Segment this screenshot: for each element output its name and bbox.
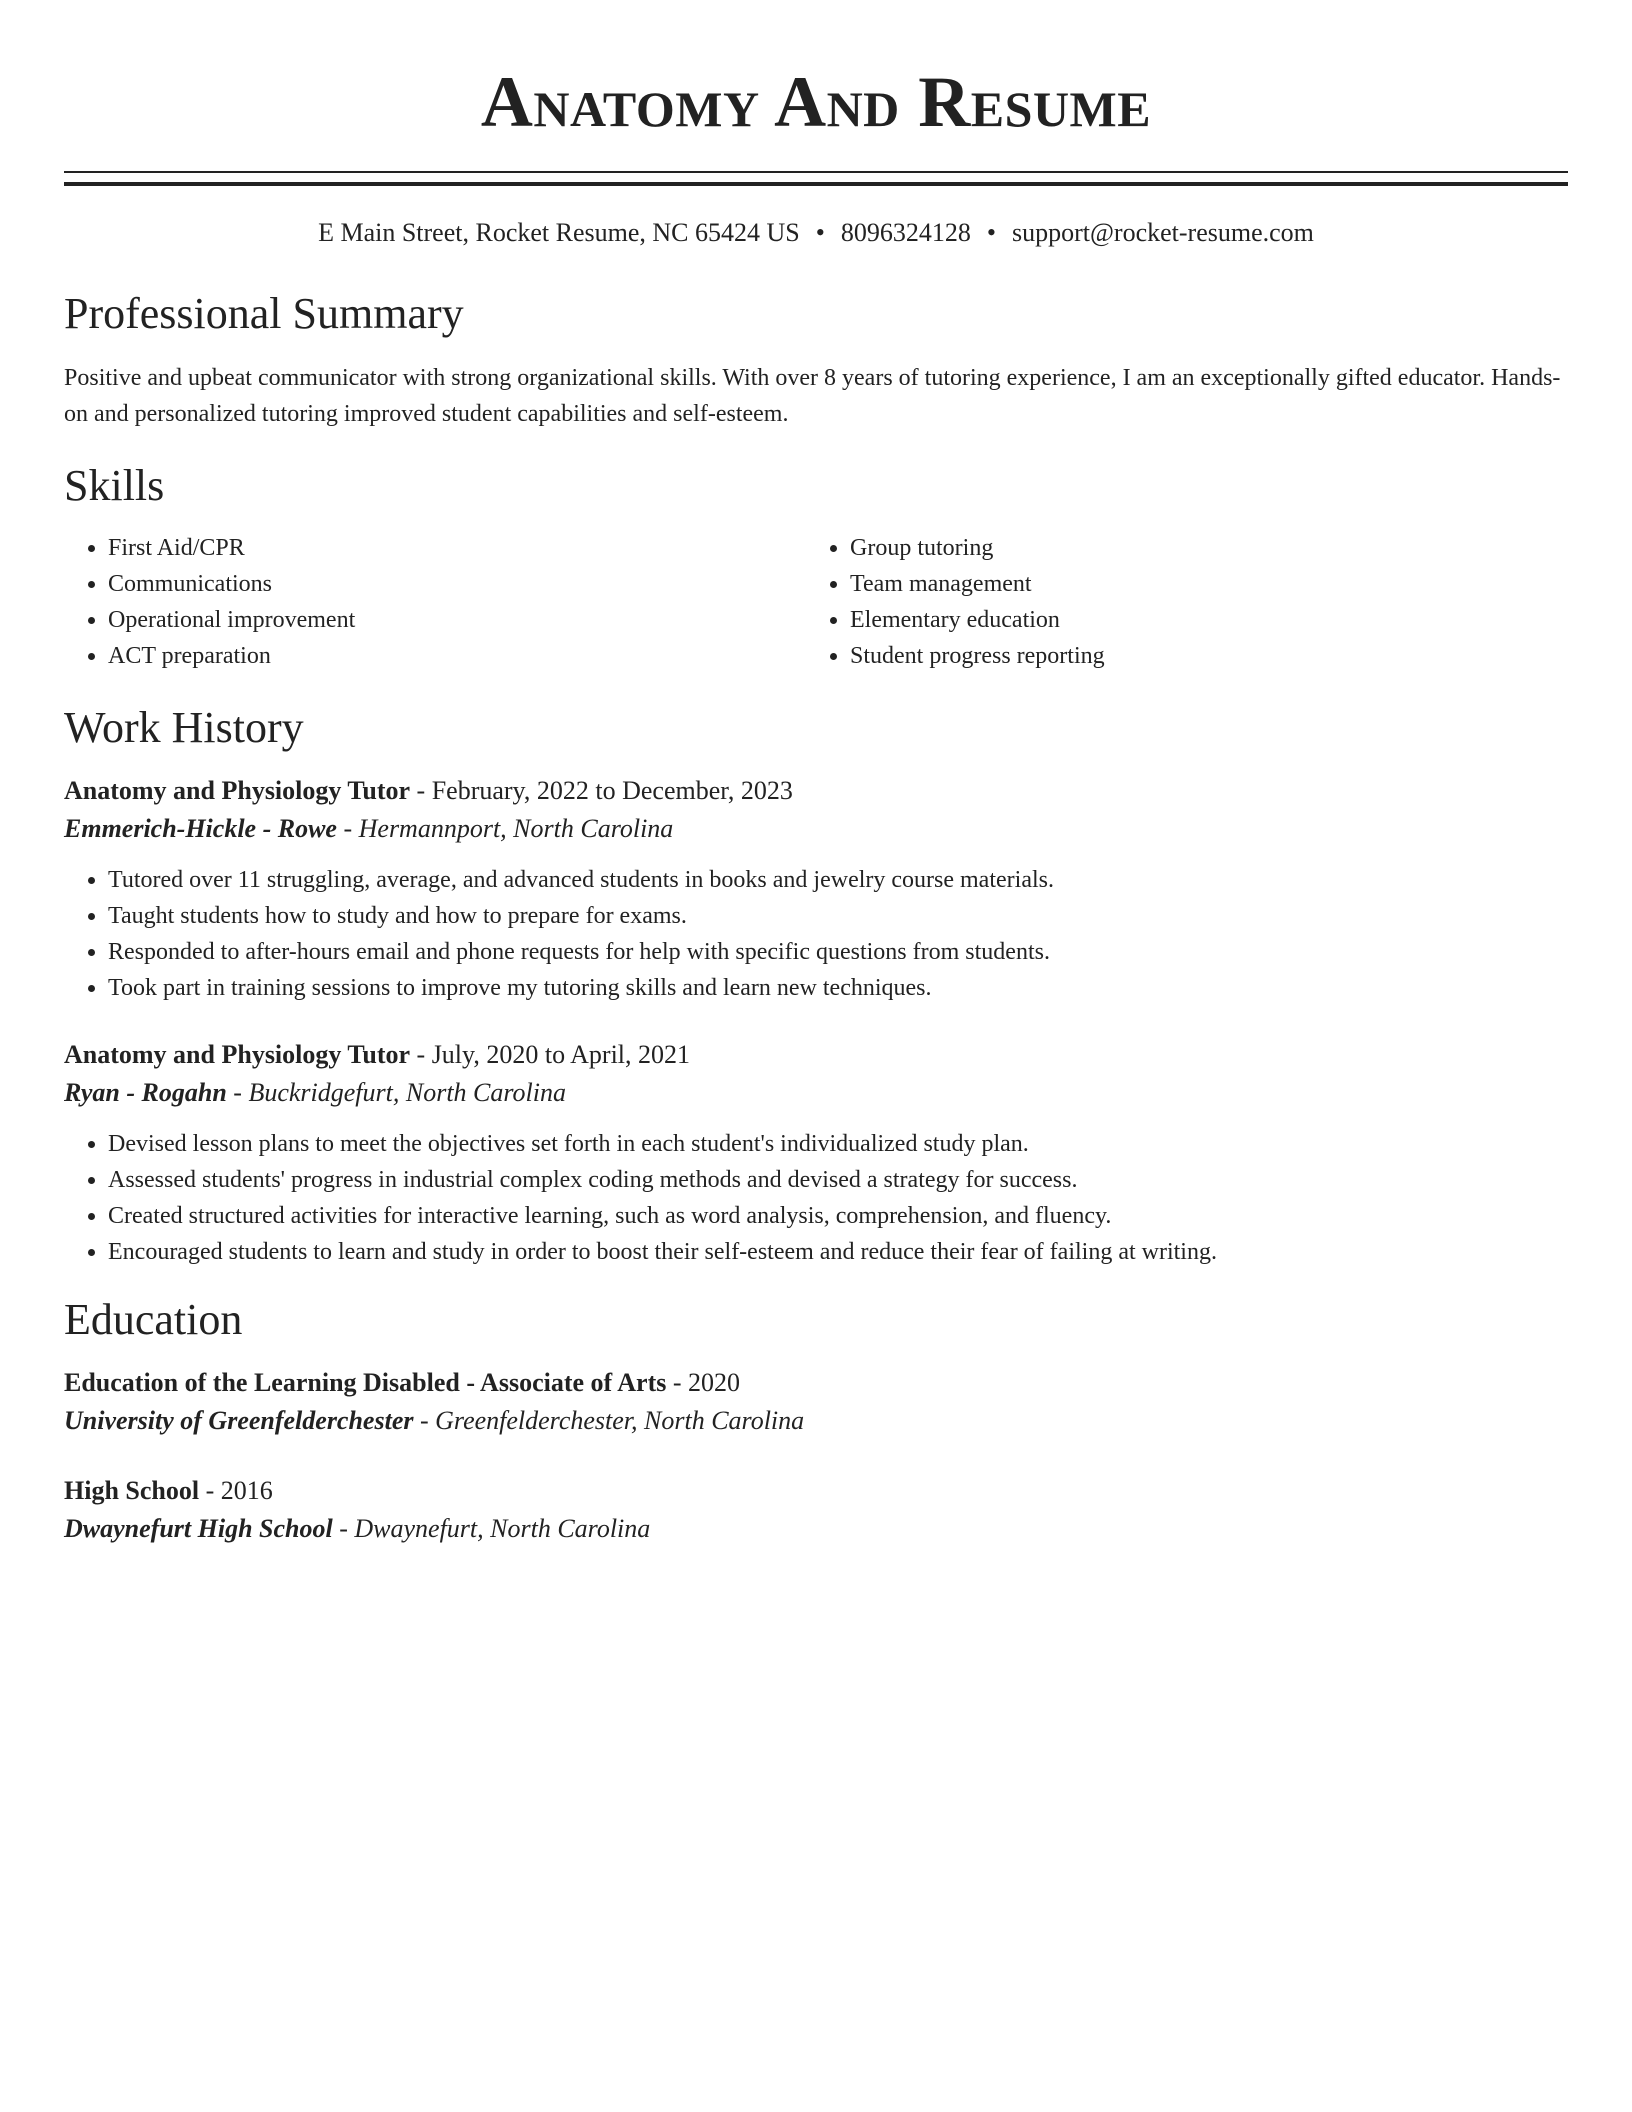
job-duties — [64, 862, 1568, 1006]
section-title-summary: Professional Summary — [64, 289, 464, 338]
job-duty-item: • Took part in training sessions to improve my tutoring skills and learn new techniques. — [108, 970, 1568, 1006]
education-header — [64, 1472, 1568, 1510]
skill-item: • Communications — [108, 566, 806, 602]
job-header — [64, 1036, 1568, 1074]
education-year: - 2020 — [666, 1368, 741, 1397]
job-duties — [64, 1126, 1568, 1270]
job-company: Emmerich-Hickle - Rowe — [64, 814, 337, 843]
job-employer — [64, 1074, 1568, 1112]
section-title-education: Education — [64, 1295, 243, 1344]
education-location: - Greenfelderchester, North Carolina — [413, 1406, 805, 1435]
education-header — [64, 1364, 1568, 1402]
education-entry — [64, 1364, 1568, 1440]
job-company: Ryan - Rogahn — [64, 1078, 227, 1107]
summary-text: Positive and upbeat communicator with strong organizational skills. With over 8 years of tutoring experience, I am an exceptionally gifted educator. Hands-on and personalized tutoring improved student capabilities and self-esteem. — [64, 365, 1561, 427]
job-role: Anatomy and Physiology Tutor — [64, 1040, 411, 1069]
job-duty-item: • Tutored over 11 struggling, average, and advanced students in books and jewelry course materials. — [108, 862, 1568, 898]
education-school-line — [64, 1402, 1568, 1440]
skill-item: • Elementary education — [850, 602, 1548, 638]
job-location: - Buckridgefurt, North Carolina — [226, 1078, 566, 1107]
job-duty-item: • Taught students how to study and how to prepare for exams. — [108, 898, 1568, 934]
job-role: Anatomy and Physiology Tutor — [64, 776, 411, 805]
job-employer — [64, 810, 1568, 848]
contact-separator: • — [815, 218, 825, 247]
contact-phone: 8096324128 — [840, 218, 971, 247]
resume-name: Anatomy And Resume — [480, 62, 1152, 142]
job-duty-item: • Assessed students' progress in industrial complex coding methods and devised a strategy for success. — [108, 1162, 1568, 1198]
contact-line — [64, 220, 1568, 246]
skill-item: • First Aid/CPR — [108, 530, 806, 566]
education-school: University of Greenfelderchester — [64, 1406, 414, 1435]
job-duty-item: • Devised lesson plans to meet the objectives set forth in each student's individualized study plan. — [108, 1126, 1568, 1162]
skills-list-left — [64, 530, 806, 674]
education-entry — [64, 1472, 1568, 1548]
header-divider — [64, 171, 1568, 186]
skill-item: • ACT preparation — [108, 638, 806, 674]
work-entry — [64, 772, 1568, 1006]
job-header — [64, 772, 1568, 810]
contact-email: support@rocket-resume.com — [1011, 218, 1314, 247]
skills-columns — [64, 530, 1568, 674]
job-location: - Hermannport, North Carolina — [336, 814, 674, 843]
job-duty-item: • Created structured activities for interactive learning, such as word analysis, comprehension, and fluency. — [108, 1198, 1568, 1234]
education-degree: Education of the Learning Disabled - Associate of Arts — [64, 1368, 667, 1397]
work-entry — [64, 1036, 1568, 1270]
education-year: - 2016 — [199, 1476, 273, 1505]
section-title-work-history: Work History — [64, 703, 304, 752]
section-title-skills: Skills — [64, 461, 165, 510]
skill-item: • Operational improvement — [108, 602, 806, 638]
education-location: - Dwaynefurt, North Carolina — [332, 1514, 651, 1543]
job-dates: - July, 2020 to April, 2021 — [410, 1040, 691, 1069]
job-duty-item: • Encouraged students to learn and study in order to boost their self-esteem and reduce their fear of failing at writing. — [108, 1234, 1568, 1270]
education-school-line — [64, 1510, 1568, 1548]
job-duty-item: • Responded to after-hours email and phone requests for help with specific questions from students. — [108, 934, 1568, 970]
skill-item: • Group tutoring — [850, 530, 1548, 566]
job-dates: - February, 2022 to December, 2023 — [410, 776, 793, 805]
contact-separator: • — [986, 218, 996, 247]
skill-item: • Student progress reporting — [850, 638, 1548, 674]
education-degree: High School — [64, 1476, 200, 1505]
contact-address: E Main Street, Rocket Resume, NC 65424 US — [318, 218, 800, 247]
education-school: Dwaynefurt High School — [64, 1514, 333, 1543]
skill-item: • Team management — [850, 566, 1548, 602]
skills-list-right — [806, 530, 1548, 674]
